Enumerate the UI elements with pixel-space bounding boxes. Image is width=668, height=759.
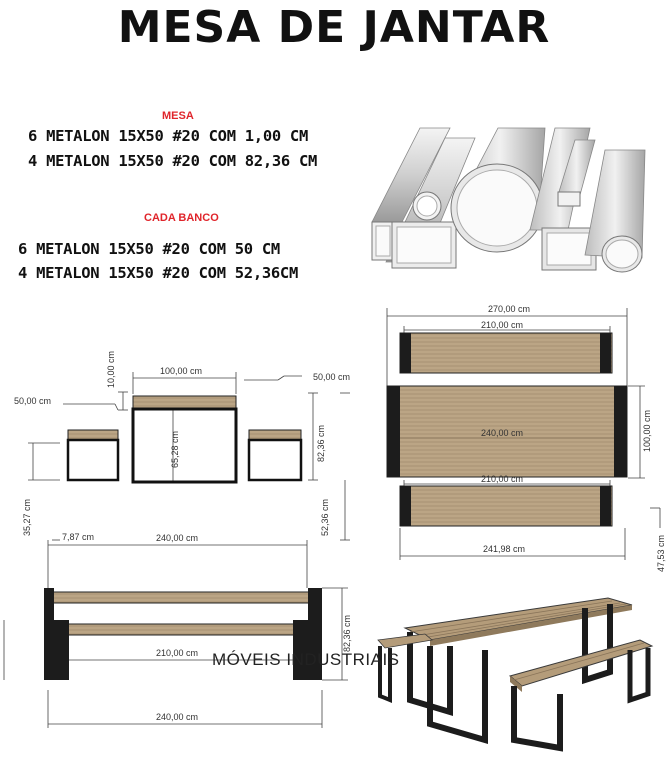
dim-side-787: 7,87 cm bbox=[62, 532, 95, 542]
dim-front-50-right: 50,00 cm bbox=[313, 372, 351, 382]
front-view-furniture bbox=[68, 396, 301, 482]
metalon-tubes-image bbox=[372, 128, 645, 272]
banco-spec-line-2: 4 METALON 15X50 #20 COM 52,36CM bbox=[18, 264, 298, 282]
banco-label: CADA BANCO bbox=[144, 212, 219, 224]
dim-side-240-bottom: 240,00 cm bbox=[156, 712, 199, 722]
dim-side-240-top: 240,00 cm bbox=[156, 533, 199, 543]
table-3d-render bbox=[378, 598, 652, 748]
dim-top-210-top: 210,00 cm bbox=[481, 320, 524, 330]
watermark-text: MÓVEIS INDUSTRIAIS bbox=[212, 650, 400, 669]
mesa-spec-line-1: 6 METALON 15X50 #20 COM 1,00 CM bbox=[28, 127, 308, 145]
dim-front-5236: 52,36 cm bbox=[320, 498, 330, 536]
dim-front-6528: 65,28 cm bbox=[170, 430, 180, 468]
dim-top-24198: 241,98 cm bbox=[483, 544, 526, 554]
dim-front-8236: 82,36 cm bbox=[316, 424, 326, 462]
mesa-spec-line-2: 4 METALON 15X50 #20 COM 82,36 CM bbox=[28, 152, 318, 170]
dim-front-100: 100,00 cm bbox=[160, 366, 203, 376]
dim-top-270: 270,00 cm bbox=[488, 304, 531, 314]
banco-spec-line-1: 6 METALON 15X50 #20 COM 50 CM bbox=[18, 240, 280, 258]
dim-top-4753: 47,53 cm bbox=[656, 534, 666, 572]
dim-top-210-bottom: 210,00 cm bbox=[481, 474, 524, 484]
dim-top-240: 240,00 cm bbox=[481, 428, 524, 438]
dim-front-3527: 35,27 cm bbox=[22, 498, 32, 536]
dim-top-100: 100,00 cm bbox=[642, 409, 652, 452]
dim-side-210: 210,00 cm bbox=[156, 648, 199, 658]
page-title: MESA DE JANTAR bbox=[117, 2, 551, 53]
dim-side-8236: 82,36 cm bbox=[342, 614, 352, 652]
dim-front-10: 10,00 cm bbox=[106, 350, 116, 388]
dim-front-50-left: 50,00 cm bbox=[14, 396, 52, 406]
mesa-label: MESA bbox=[162, 110, 194, 122]
